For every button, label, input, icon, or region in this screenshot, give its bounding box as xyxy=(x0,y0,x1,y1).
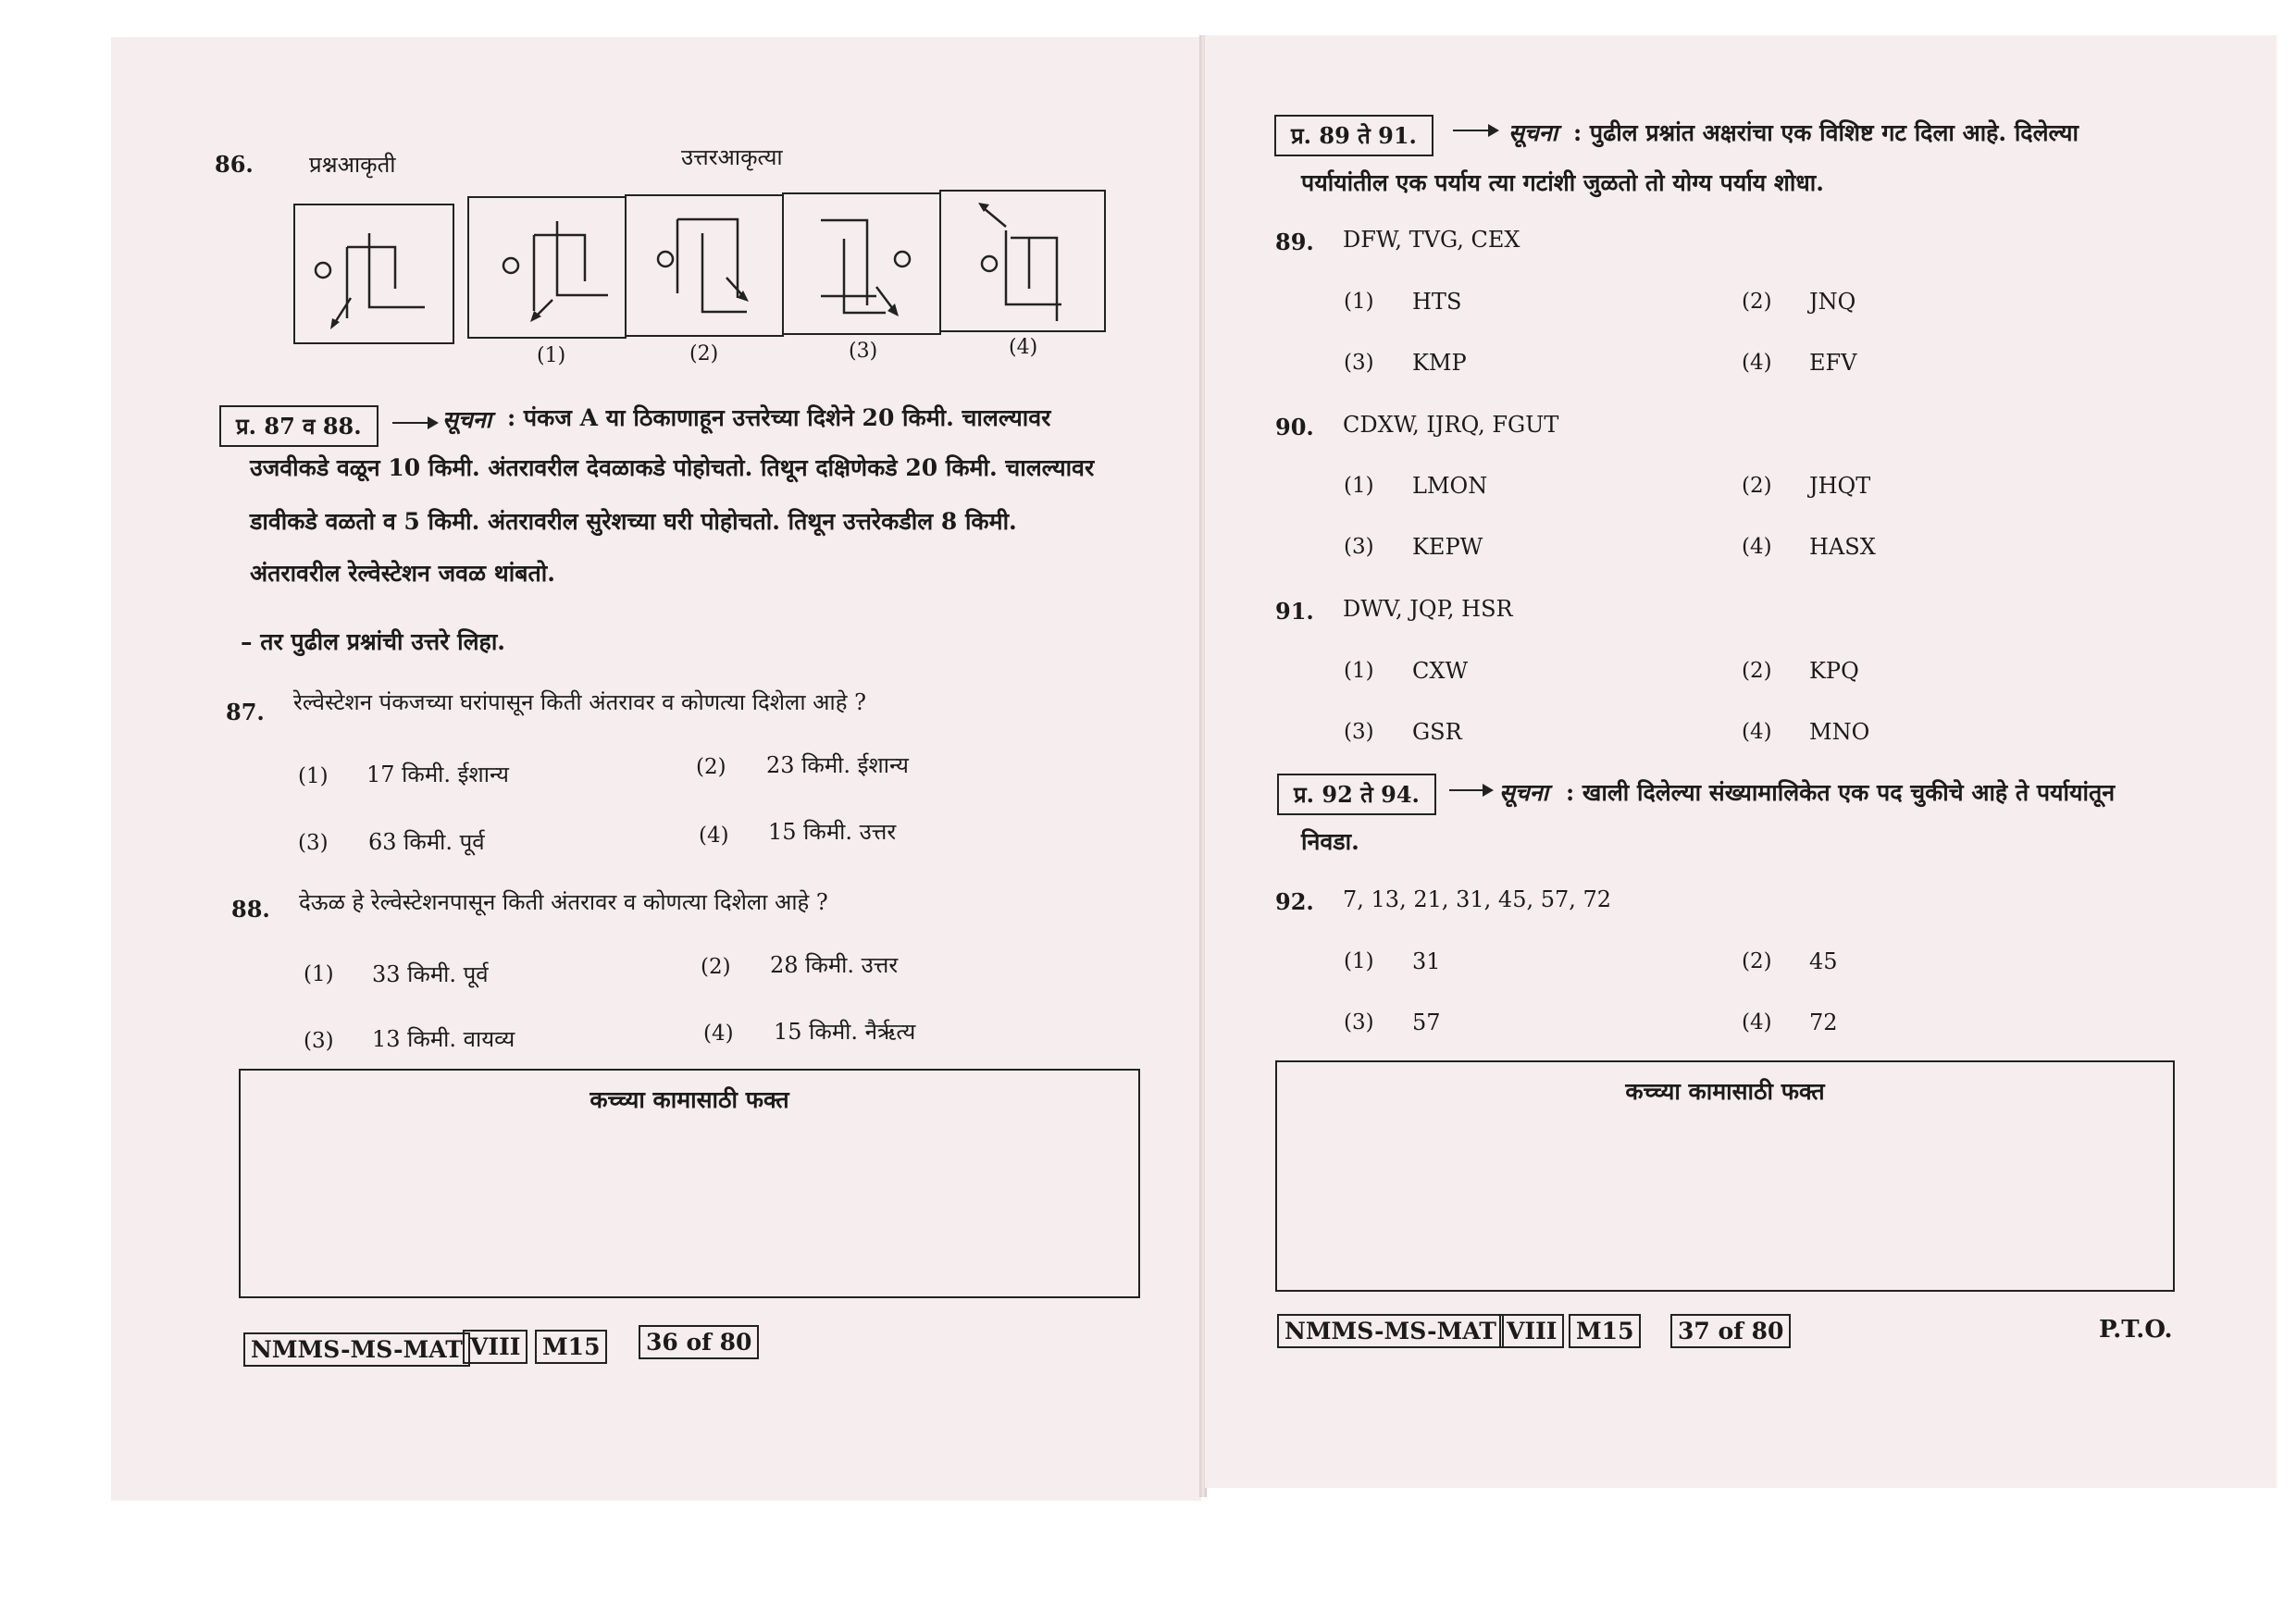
q88-option-3-label: (3) xyxy=(304,1029,334,1053)
q92-option-3-label: (3) xyxy=(1344,1010,1374,1035)
arrow-icon xyxy=(1453,130,1497,131)
question-91-number: 91. xyxy=(1275,598,1314,625)
footer-set-right: M15 xyxy=(1569,1314,1641,1348)
footer-page-left: 36 of 80 xyxy=(639,1325,759,1359)
q91-option-3-label: (3) xyxy=(1344,720,1374,744)
instruction-89-91-line1: : पुढील प्रश्नांत अक्षरांचा एक विशिष्ट गट दिला आहे. दिलेल्या xyxy=(1573,119,2079,146)
q92-option-4[interactable]: 72 xyxy=(1809,1010,1838,1035)
instruction-87-88-line1: : पंकज A या ठिकाणाहून उत्तरेच्या दिशेने 20 किमी. चालल्यावर xyxy=(507,404,1051,431)
q92-option-1-label: (1) xyxy=(1344,949,1374,973)
instruction-92-94-keyword: सूचना xyxy=(1499,779,1549,806)
q90-option-3-label: (3) xyxy=(1344,535,1374,559)
footer-class-right: VIII xyxy=(1499,1314,1564,1348)
answer-figure-3[interactable] xyxy=(782,192,941,335)
question-87-text: रेल्वेस्टेशन पंकजच्या घरांपासून किती अंतरावर व कोणत्या दिशेला आहे ? xyxy=(293,689,866,715)
q87-option-2[interactable]: 23 किमी. ईशान्य xyxy=(766,752,909,778)
q91-option-1[interactable]: CXW xyxy=(1412,658,1469,684)
question-92-text: 7, 13, 21, 31, 45, 57, 72 xyxy=(1343,886,1612,912)
answer-figure-1[interactable] xyxy=(467,196,627,339)
q88-option-4[interactable]: 15 किमी. नैर्ऋत्य xyxy=(774,1019,916,1045)
q91-option-2-label: (2) xyxy=(1742,659,1772,683)
problem-figure xyxy=(293,204,454,344)
q90-option-1[interactable]: LMON xyxy=(1412,473,1488,499)
footer-page-right: 37 of 80 xyxy=(1670,1314,1791,1348)
footer-set-left: M15 xyxy=(535,1330,607,1364)
answer-figure-1-label: (1) xyxy=(537,344,566,367)
answer-figure-4-drawing xyxy=(941,192,1104,330)
q87-option-2-label: (2) xyxy=(696,755,726,779)
answer-figure-4-label: (4) xyxy=(1009,336,1038,359)
q92-option-3[interactable]: 57 xyxy=(1412,1010,1441,1035)
q90-option-4-label: (4) xyxy=(1742,535,1772,559)
q91-option-2[interactable]: KPQ xyxy=(1809,658,1859,684)
q89-option-4-label: (4) xyxy=(1742,351,1772,375)
q88-option-3[interactable]: 13 किमी. वायव्य xyxy=(372,1026,515,1052)
question-88-text: देऊळ हे रेल्वेस्टेशनपासून किती अंतरावर व कोणत्या दिशेला आहे ? xyxy=(299,889,828,915)
q91-option-4-label: (4) xyxy=(1742,720,1772,744)
question-90-text: CDXW, IJRQ, FGUT xyxy=(1343,412,1559,438)
q91-option-1-label: (1) xyxy=(1344,659,1374,683)
question-88-number: 88. xyxy=(231,896,270,923)
q87-option-4[interactable]: 15 किमी. उत्तर xyxy=(768,819,897,845)
q88-option-1-label: (1) xyxy=(304,962,334,986)
answer-figures-label: उत्तरआकृत्या xyxy=(681,144,783,170)
instruction-87-88-ref: प्र. 87 व 88. xyxy=(219,405,379,447)
q88-option-1[interactable]: 33 किमी. पूर्व xyxy=(372,961,489,987)
question-90-number: 90. xyxy=(1275,414,1314,440)
instruction-92-94-line2: निवडा. xyxy=(1301,828,1359,855)
question-91-text: DWV, JQP, HSR xyxy=(1343,596,1513,622)
answer-figure-4[interactable] xyxy=(939,190,1106,332)
instruction-87-88-line5: – तर पुढील प्रश्नांची उत्तरे लिहा. xyxy=(241,628,505,655)
problem-figure-drawing xyxy=(295,205,453,342)
q90-option-2-label: (2) xyxy=(1742,474,1772,498)
question-89-number: 89. xyxy=(1275,229,1314,255)
instruction-89-91-line2: पर्यायांतील एक पर्याय त्या गटांशी जुळतो तो योग्य पर्याय शोधा. xyxy=(1301,169,1824,196)
instruction-89-91-keyword: सूचना xyxy=(1508,119,1558,146)
question-86-number: 86. xyxy=(215,151,254,178)
q90-option-1-label: (1) xyxy=(1344,474,1374,498)
q91-option-3[interactable]: GSR xyxy=(1412,719,1462,745)
rough-work-box-left xyxy=(239,1069,1140,1298)
instruction-87-88-line2: उजवीकडे वळून 10 किमी. अंतरावरील देवळाकडे पोहोचतो. तिथून दक्षिणेकडे 20 किमी. चालल्यावर xyxy=(250,454,1095,481)
q88-option-2-label: (2) xyxy=(701,955,731,979)
q89-option-3[interactable]: KMP xyxy=(1412,350,1467,376)
q88-option-2[interactable]: 28 किमी. उत्तर xyxy=(770,952,899,978)
q89-option-4[interactable]: EFV xyxy=(1809,350,1857,376)
q89-option-2-label: (2) xyxy=(1742,290,1772,314)
q87-option-3[interactable]: 63 किमी. पूर्व xyxy=(368,829,485,855)
rough-work-title-right: कच्च्या कामासाठी फक्त xyxy=(1625,1078,1825,1105)
footer-code-left: NMMS-MS-MAT xyxy=(243,1332,470,1367)
q89-option-1[interactable]: HTS xyxy=(1412,289,1462,315)
q92-option-2-label: (2) xyxy=(1742,949,1772,973)
arrow-icon xyxy=(392,422,437,424)
instruction-87-88-line4: अंतरावरील रेल्वेस्टेशन जवळ थांबतो. xyxy=(250,560,555,587)
instruction-92-94-line1: : खाली दिलेल्या संख्यामालिकेत एक पद चुकीचे आहे ते पर्यायांतून xyxy=(1566,779,2116,806)
footer-code-right: NMMS-MS-MAT xyxy=(1277,1314,1504,1348)
instruction-87-88-line3: डावीकडे वळतो व 5 किमी. अंतरावरील सुरेशच्या घरी पोहोचतो. तिथून उत्तरेकडील 8 किमी. xyxy=(250,508,1017,535)
q87-option-3-label: (3) xyxy=(298,831,329,855)
q92-option-4-label: (4) xyxy=(1742,1010,1772,1035)
q89-option-3-label: (3) xyxy=(1344,351,1374,375)
answer-figure-3-drawing xyxy=(784,194,939,333)
q91-option-4[interactable]: MNO xyxy=(1809,719,1870,745)
instruction-87-88-keyword: सूचना xyxy=(442,406,492,433)
q87-option-1[interactable]: 17 किमी. ईशान्य xyxy=(366,762,509,787)
q92-option-1[interactable]: 31 xyxy=(1412,948,1441,974)
answer-figure-2-drawing xyxy=(627,196,782,335)
question-87-number: 87. xyxy=(226,699,265,725)
answer-figure-1-drawing xyxy=(469,198,625,337)
rough-work-title-left: कच्च्या कामासाठी फक्त xyxy=(590,1086,789,1113)
answer-figure-2-label: (2) xyxy=(689,342,719,365)
q90-option-4[interactable]: HASX xyxy=(1809,534,1876,560)
q92-option-2[interactable]: 45 xyxy=(1809,948,1838,974)
q90-option-3[interactable]: KEPW xyxy=(1412,534,1483,560)
answer-figure-3-label: (3) xyxy=(849,340,878,363)
arrow-icon xyxy=(1449,789,1492,791)
question-89-text: DFW, TVG, CEX xyxy=(1343,227,1520,253)
footer-class-left: VIII xyxy=(463,1330,527,1364)
answer-figure-2[interactable] xyxy=(625,194,784,337)
q90-option-2[interactable]: JHQT xyxy=(1809,473,1871,499)
q87-option-4-label: (4) xyxy=(699,824,729,848)
q87-option-1-label: (1) xyxy=(298,764,329,788)
rough-work-box-right xyxy=(1275,1060,2175,1292)
q89-option-1-label: (1) xyxy=(1344,290,1374,314)
instruction-89-91-ref: प्र. 89 ते 91. xyxy=(1274,115,1433,156)
question-92-number: 92. xyxy=(1275,888,1314,915)
problem-figure-label: प्रश्नआकृती xyxy=(309,152,396,178)
pto-label: P.T.O. xyxy=(2099,1316,2173,1344)
q88-option-4-label: (4) xyxy=(703,1022,734,1046)
instruction-92-94-ref: प्र. 92 ते 94. xyxy=(1277,774,1436,815)
q89-option-2[interactable]: JNQ xyxy=(1809,289,1856,315)
